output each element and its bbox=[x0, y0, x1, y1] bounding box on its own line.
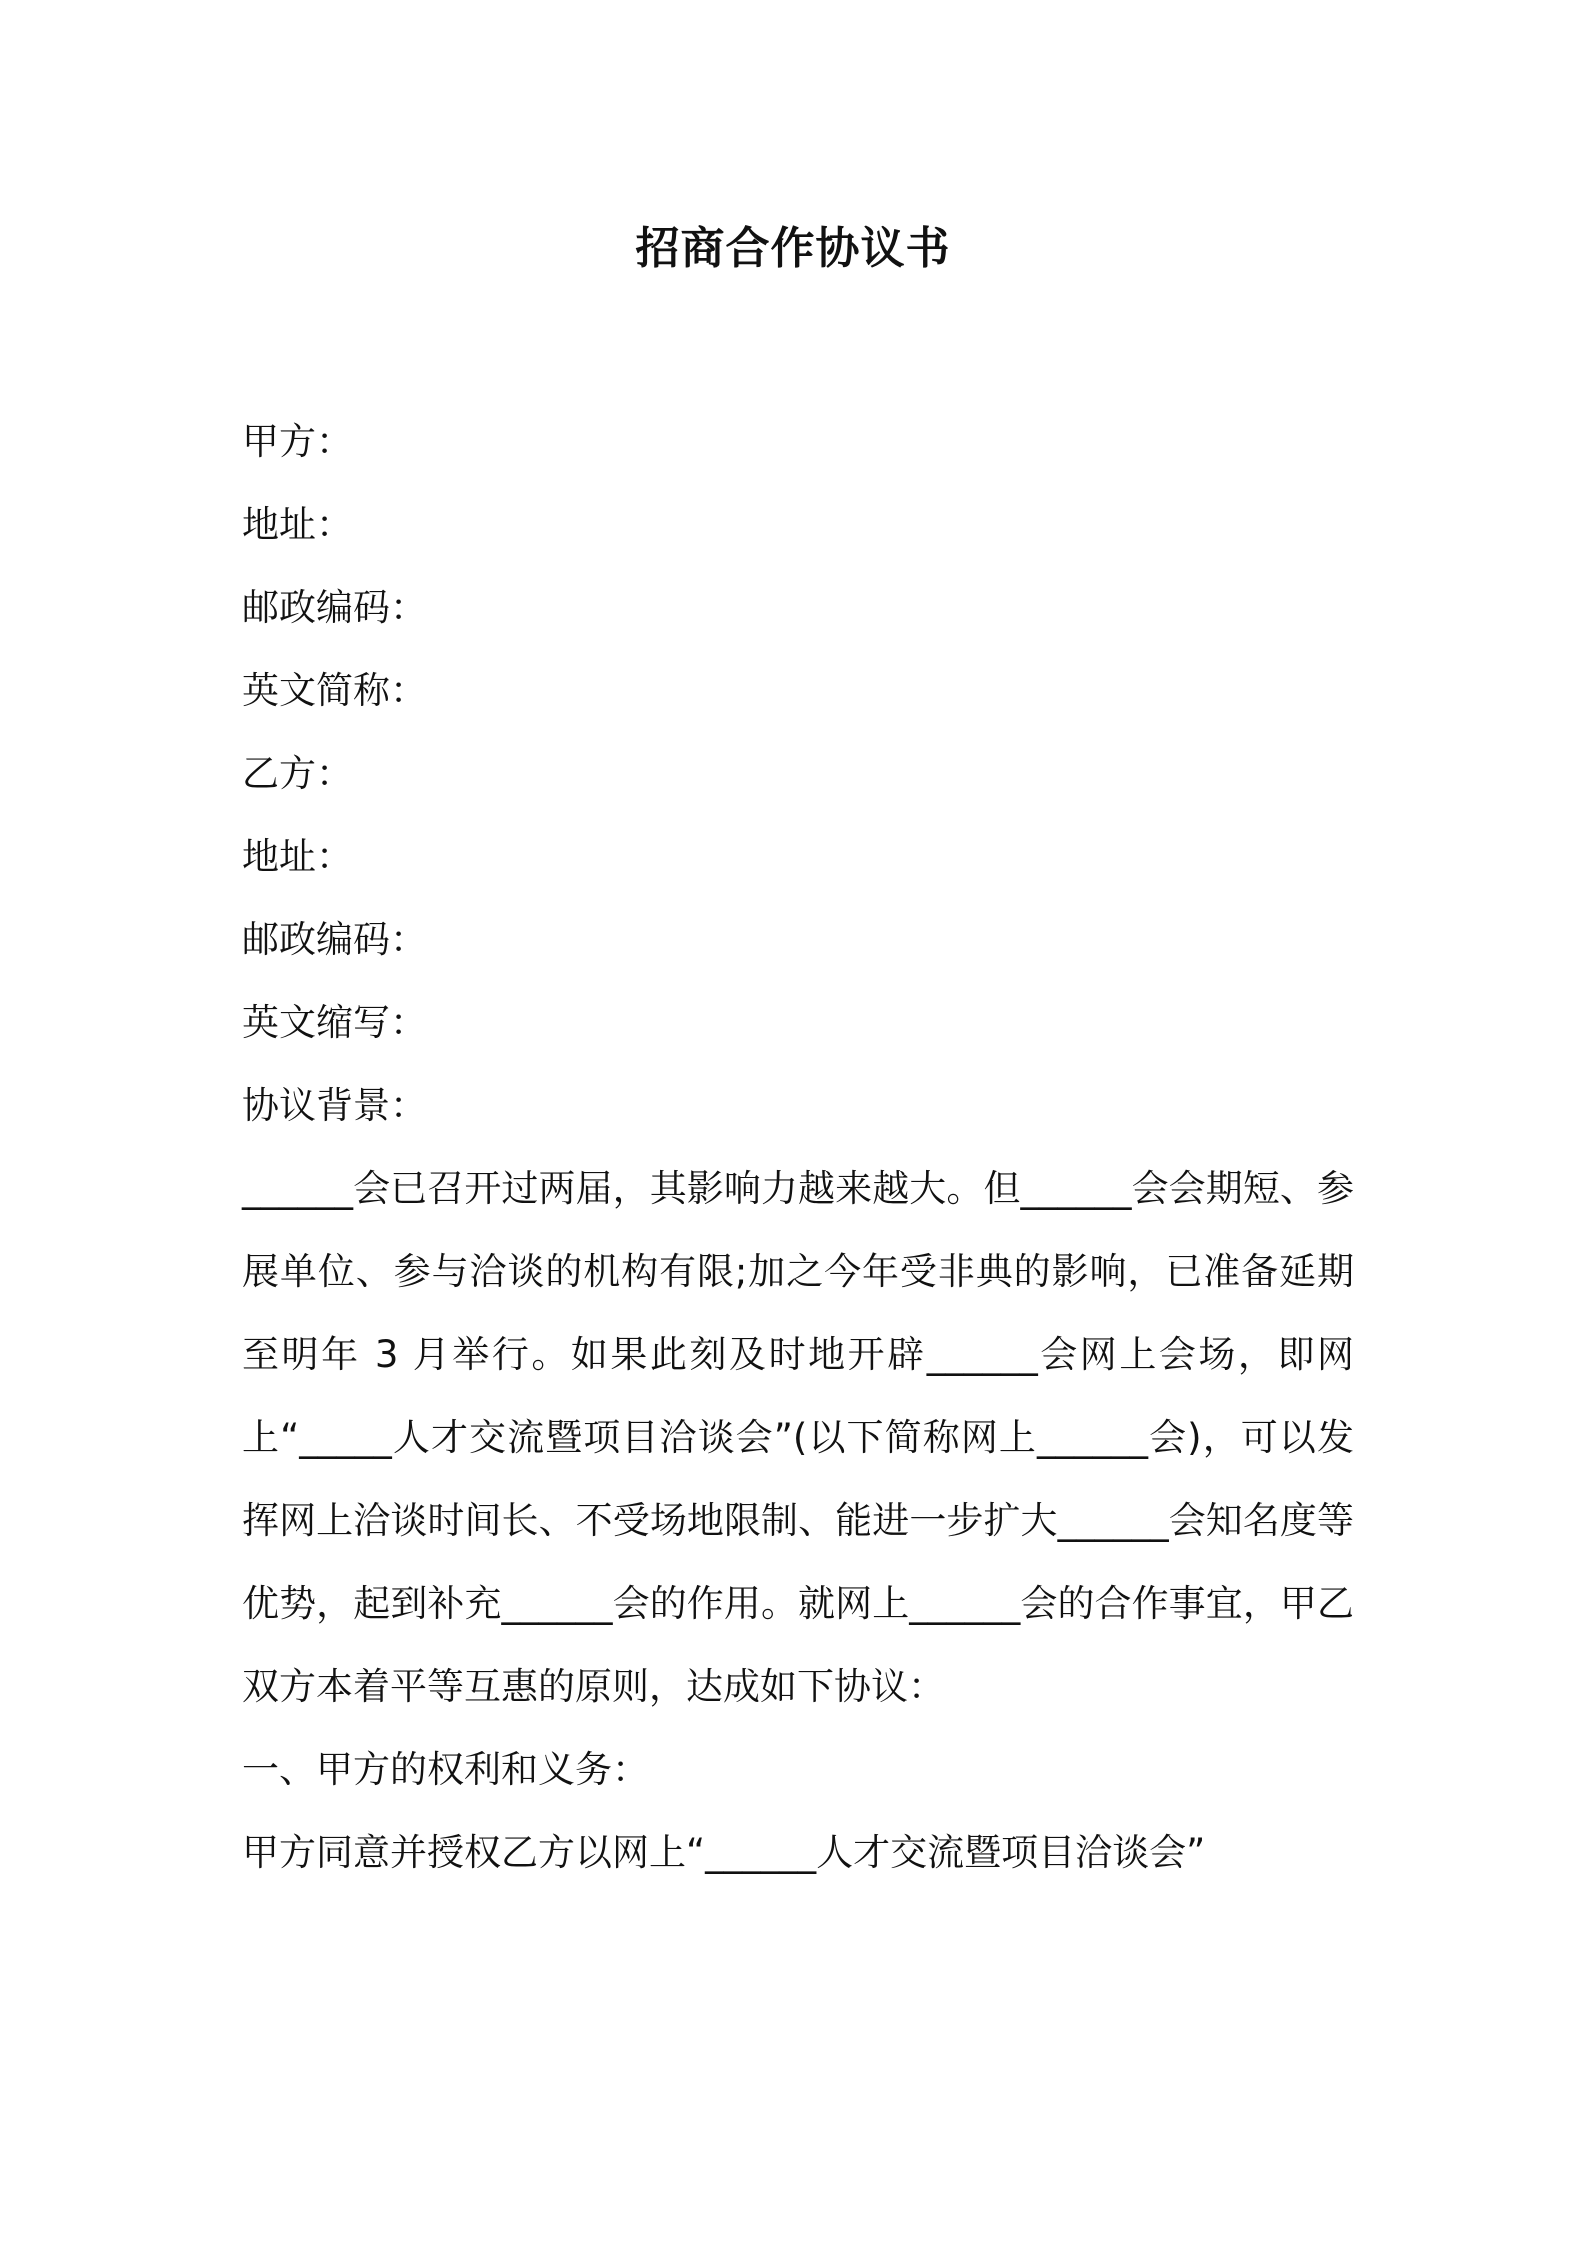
party-a-label: 甲方： bbox=[242, 420, 353, 463]
section-text: 甲方同意并授权乙方以网上“______人才交流暨项目洽谈会” bbox=[242, 1831, 1206, 1874]
party-b-english-abbrev-label: 英文缩写： bbox=[242, 1001, 427, 1044]
background-paragraph: ______会已召开过两届，其影响力越来越大。但______会会期短、参展单位、参与洽谈的机构有限;加之今年受非典的影响，已准备延期至明年 3 月举行。如果此刻及时地开辟______会网上会场，即网上“_____人才交流暨项目洽谈会”(以下简称网上______会)，可以发挥网上洽谈时间长、不受场地限制、能进一步扩大______会知名度等优势，起到补充______会的作用。就网上______会的合作事宜，甲乙双方本着平等互惠的原则，达成如下协议： bbox=[242, 1167, 1354, 1708]
agreement-background-label: 协议背景： bbox=[242, 1084, 427, 1127]
document-body bbox=[242, 400, 1354, 1894]
party-b-address-label: 地址： bbox=[242, 835, 353, 878]
party-b-postcode-label: 邮政编码： bbox=[242, 918, 427, 961]
party-a-english-abbrev-label: 英文简称： bbox=[242, 669, 427, 712]
party-a-address-label: 地址： bbox=[242, 503, 353, 546]
party-a-postcode-label: 邮政编码： bbox=[242, 586, 427, 629]
document-title: 招商合作协议书 bbox=[635, 223, 951, 274]
section-heading-party-a-rights: 一、甲方的权利和义务： bbox=[242, 1748, 649, 1791]
party-b-label: 乙方： bbox=[242, 752, 353, 795]
